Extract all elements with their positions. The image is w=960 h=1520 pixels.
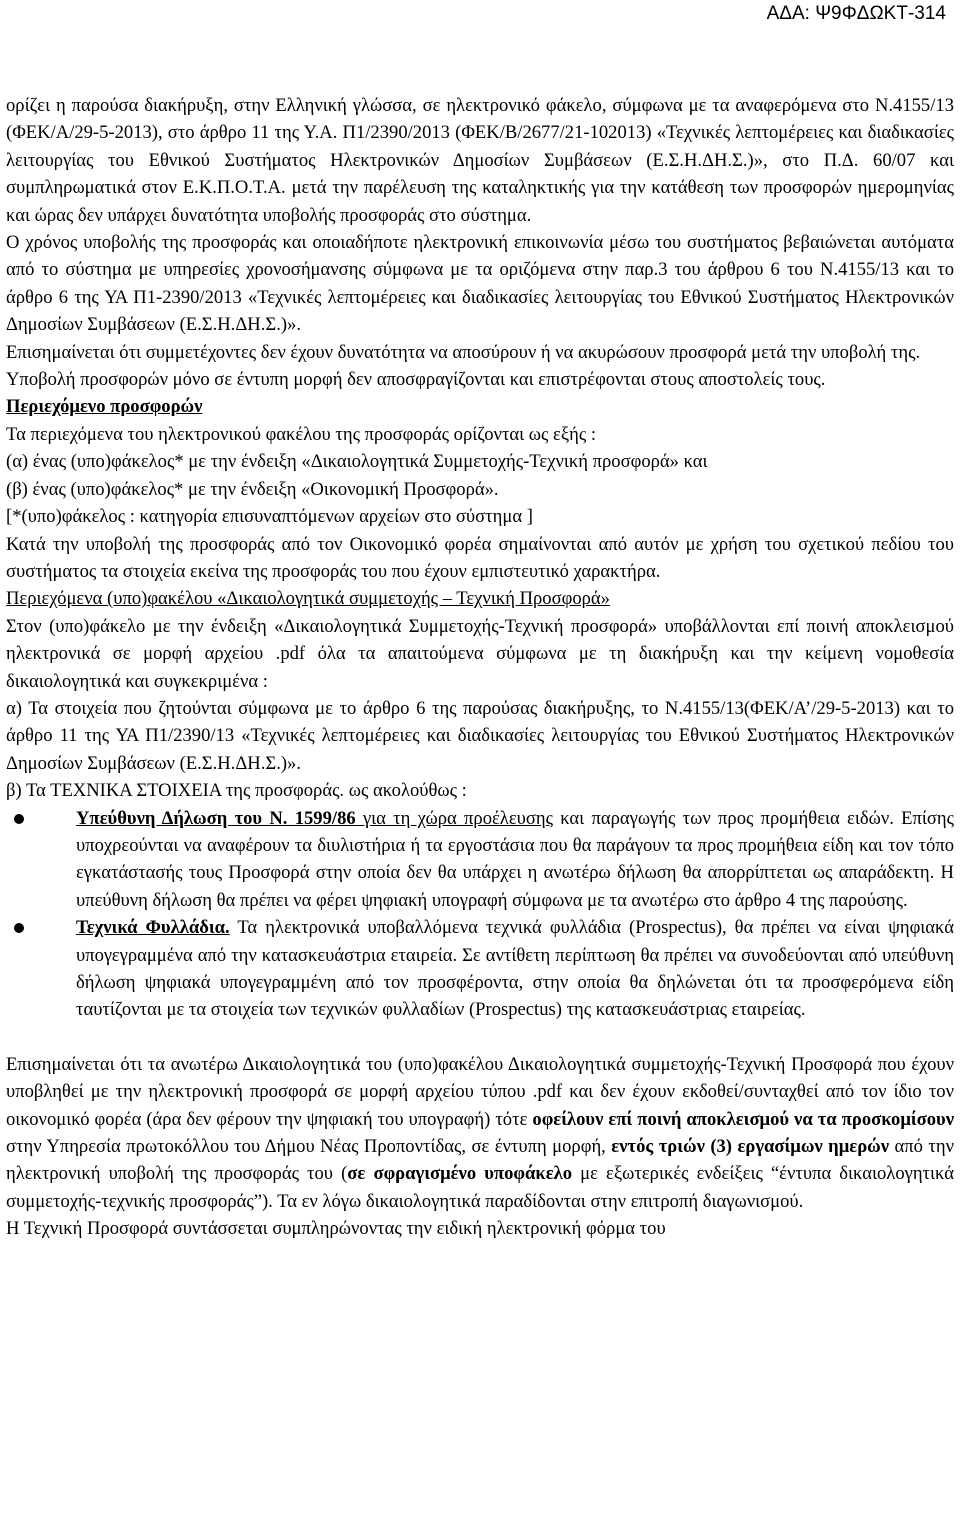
offer-subfolder-b: (β) ένας (υπο)φάκελος* με την ένδειξη «Οικονομική Προσφορά». [6,478,499,500]
bullet-text-brochures: Τα ηλεκτρονικά υποβαλλόμενα τεχνικά φυλλάδια (Prospectus), θα πρέπει να είναι ψηφιακά υπογεγραμμένα από την κατασκευάστρια εταιρεία. Σε αντίθετη περίπτωση θα πρέπει να συνοδεύονται από υπεύθυνη δήλωση ψηφιακά υπογεγραμμένη από τον προσφέροντα, στην οποία θα δηλώνεται ότι τα προσφερόμενα είδη ταυτίζονται με τα στοιχεία των τεχνικών φυλλαδίων (Prospectus) της κατασκευάστριας εταιρείας. [76,917,954,1021]
offer-contents-intro: Τα περιεχόμενα του ηλεκτρονικού φακέλου της προσφοράς ορίζονται ως εξής : [6,423,597,445]
blank-line [6,1024,954,1051]
paragraph-participation-subfolder: Στον (υπο)φάκελο με την ένδειξη «Δικαιολογητικά Συμμετοχής-Τεχνική προσφορά» υποβάλλονται επί ποινή αποκλεισμού ηλεκτρονικά σε μορφή αρχείου .pdf όλα τα απαιτούμενα σύμφωνα με τη διακήρυξη και την κείμενη νομοθεσία δικαιολογητικά και συγκεκριμένα : [6,615,954,692]
closing-text-2: στην Υπηρεσία πρωτοκόλλου του Δήμου Νέας Προποντίδας, σε έντυπη μορφή, [6,1136,612,1158]
document-id-header: ΑΔΑ: Ψ9ΦΔΩΚΤ-314 [766,3,946,24]
bullet-item-technical-brochures [6,914,954,1024]
closing-text-3: από την ηλεκτρονική υποβολή της προσφοράς του ( [6,1136,954,1185]
paragraph-timestamping: Ο χρόνος υποβολής της προσφοράς και οποιαδήποτε ηλεκτρονική επικοινωνία μέσω του συστήματος βεβαιώνεται αυτόματα από το σύστημα με υπηρεσίες χρονοσήμανσης σύμφωνα με τα οριζόμενα στην παρ.3 του άρθρου 6 του Ν.4155/13 και το άρθρο 6 της ΥΑ Π1-2390/2013 «Τεχνικές λεπτομέρειες και διαδικασίες λειτουργίας του Εθνικού Συστήματος Ηλεκτρονικών Δημοσίων Συμβάσεων (Ε.Σ.Η.ΔΗ.Σ.)». [6,232,954,336]
bullet-label-declaration: Υπεύθυνη Δήλωση του Ν. 1599/86 [76,807,356,829]
paragraph-technical-offer-form: Η Τεχνική Προσφορά συντάσσεται συμπληρώνοντας την ειδική ηλεκτρονική φόρμα του [6,1218,666,1240]
closing-text-4: με εξωτερικές ενδείξεις “έντυπα δικαιολογητικά συμμετοχής-τεχνικής προσφοράς”). Τα εν λόγω δικαιολογητικά παραδίδονται στην επιτροπή διαγωνισμού. [6,1163,954,1212]
paragraph-submission-language: ορίζει η παρούσα διακήρυξη, στην Ελληνική γλώσσα, σε ηλεκτρονικό φάκελο, σύμφωνα με τα αναφερόμενα στο Ν.4155/13 (ΦΕΚ/Α/29-5-2013), στο άρθρο 11 της Υ.Α. Π1/2390/2013 (ΦΕΚ/Β/2677/21-102013) «Τεχνικές λεπτομέρειες και διαδικασίες λειτουργίας του Εθνικού Συστήματος Ηλεκτρονικών Δημοσίων Συμβάσεων (Ε.Σ.Η.ΔΗ.Σ.)», στο Π.Δ. 60/07 και συμπληρωματικά στον Ε.Κ.Π.Ο.Τ.Α. μετά την παρέλευση της καταληκτικής για την κατάθεση των προσφορών ημερομηνίας και ώρας δεν υπάρχει δυνατότητα υποβολής προσφοράς στο σύστημα. [6,95,954,226]
paragraph-no-withdrawal: Επισημαίνεται ότι συμμετέχοντες δεν έχουν δυνατότητα να αποσύρουν ή να ακυρώσουν προσφορά μετά την υποβολή της. [6,341,921,363]
closing-text-1: Επισημαίνεται ότι τα ανωτέρω Δικαιολογητικά του (υπο)φακέλου Δικαιολογητικά συμμετοχής-Τεχνική Προσφορά που έχουν υποβληθεί με την ηλεκτρονική προσφορά σε μορφή αρχείου τύπου .pdf και δεν έχουν εκδοθεί/συνταχθεί από τον ίδιο τον οικονομικό φορέα (άρα δεν φέρουν την ψηφιακή του υπογραφή) τότε [6,1053,954,1130]
paragraph-item-a: α) Τα στοιχεία που ζητούνται σύμφωνα με το άρθρο 6 της παρούσας διακήρυξης, το Ν.4155/13(ΦΕΚ/Α’/29-5-2013) και το άρθρο 11 της ΥΑ Π1/2390/13 «Τεχνικές λεπτομέρειες και διαδικασίες λειτουργίας του Εθνικού Συστήματος Ηλεκτρονικών Δημοσίων Συμβάσεων (Ε.Σ.Η.ΔΗ.Σ.)». [6,697,954,774]
section-heading-offer-contents: Περιεχόμενο προσφορών [6,396,203,418]
paragraph-paper-submissions: Υποβολή προσφορών μόνο σε έντυπη μορφή δεν αποσφραγίζονται και επιστρέφονται στους αποστολείς τους. [6,369,826,391]
bullet-text-declaration: και παραγωγής των προς προμήθεια ειδών. Επίσης υποχρεούνται να αναφέρουν τα διυλιστήρια ή τα εργοστάσια που θα παράγουν τα προς προμήθεια είδη και τον τόπο εγκατάστασής τους Προσφορά στην οποία δεν θα υπάρχει η ανωτέρω δήλωση θα απορρίπτεται ως απαράδεκτη. Η υπεύθυνη δήλωση θα πρέπει να φέρει ψηφιακή υπογραφή σύμφωνα με τα ανωτέρω στο άρθρο 4 της παρούσης. [76,807,955,911]
paragraph-confidential-fields: Κατά την υποβολή της προσφοράς από τον Οικονομικό φορέα σημαίνονται από αυτόν με χρήση του σχετικού πεδίου του συστήματος τα στοιχεία εκείνα της προσφοράς του που έχουν εμπιστευτικό χαρακτήρα. [6,533,954,582]
subfolder-footnote: [*(υπο)φάκελος : κατηγορία επισυναπτόμενων αρχείων στο σύστημα ] [6,506,533,528]
bullet-icon [14,814,24,824]
closing-bold-obligation: οφείλουν επί ποινή αποκλεισμού να τα προσκομίσουν [532,1108,954,1130]
bullet-item-declaration [6,805,954,915]
closing-bold-deadline: εντός τριών (3) εργασίμων ημερών [611,1136,890,1158]
offer-subfolder-a: (α) ένας (υπο)φάκελος* με την ένδειξη «Δικαιολογητικά Συμμετοχής-Τεχνική προσφορά» και [6,451,708,473]
closing-bold-sealed: σε σφραγισμένο υποφάκελο [347,1163,573,1185]
paragraph-physical-submission [6,1051,954,1215]
section-heading-participation-docs: Περιεχόμενα (υπο)φακέλου «Δικαιολογητικά συμμετοχής – Τεχνική Προσφορά» [6,588,610,610]
bullet-icon [14,923,24,933]
bullet-label-brochures: Τεχνικά Φυλλάδια. [76,917,230,939]
document-page [6,92,954,1243]
bullet-underlined-origin: για τη χώρα προέλευσης [355,807,553,829]
paragraph-item-b: β) Τα ΤΕΧΝΙΚΑ ΣΤΟΙΧΕΙΑ της προσφοράς. ως ακολούθως : [6,780,467,802]
